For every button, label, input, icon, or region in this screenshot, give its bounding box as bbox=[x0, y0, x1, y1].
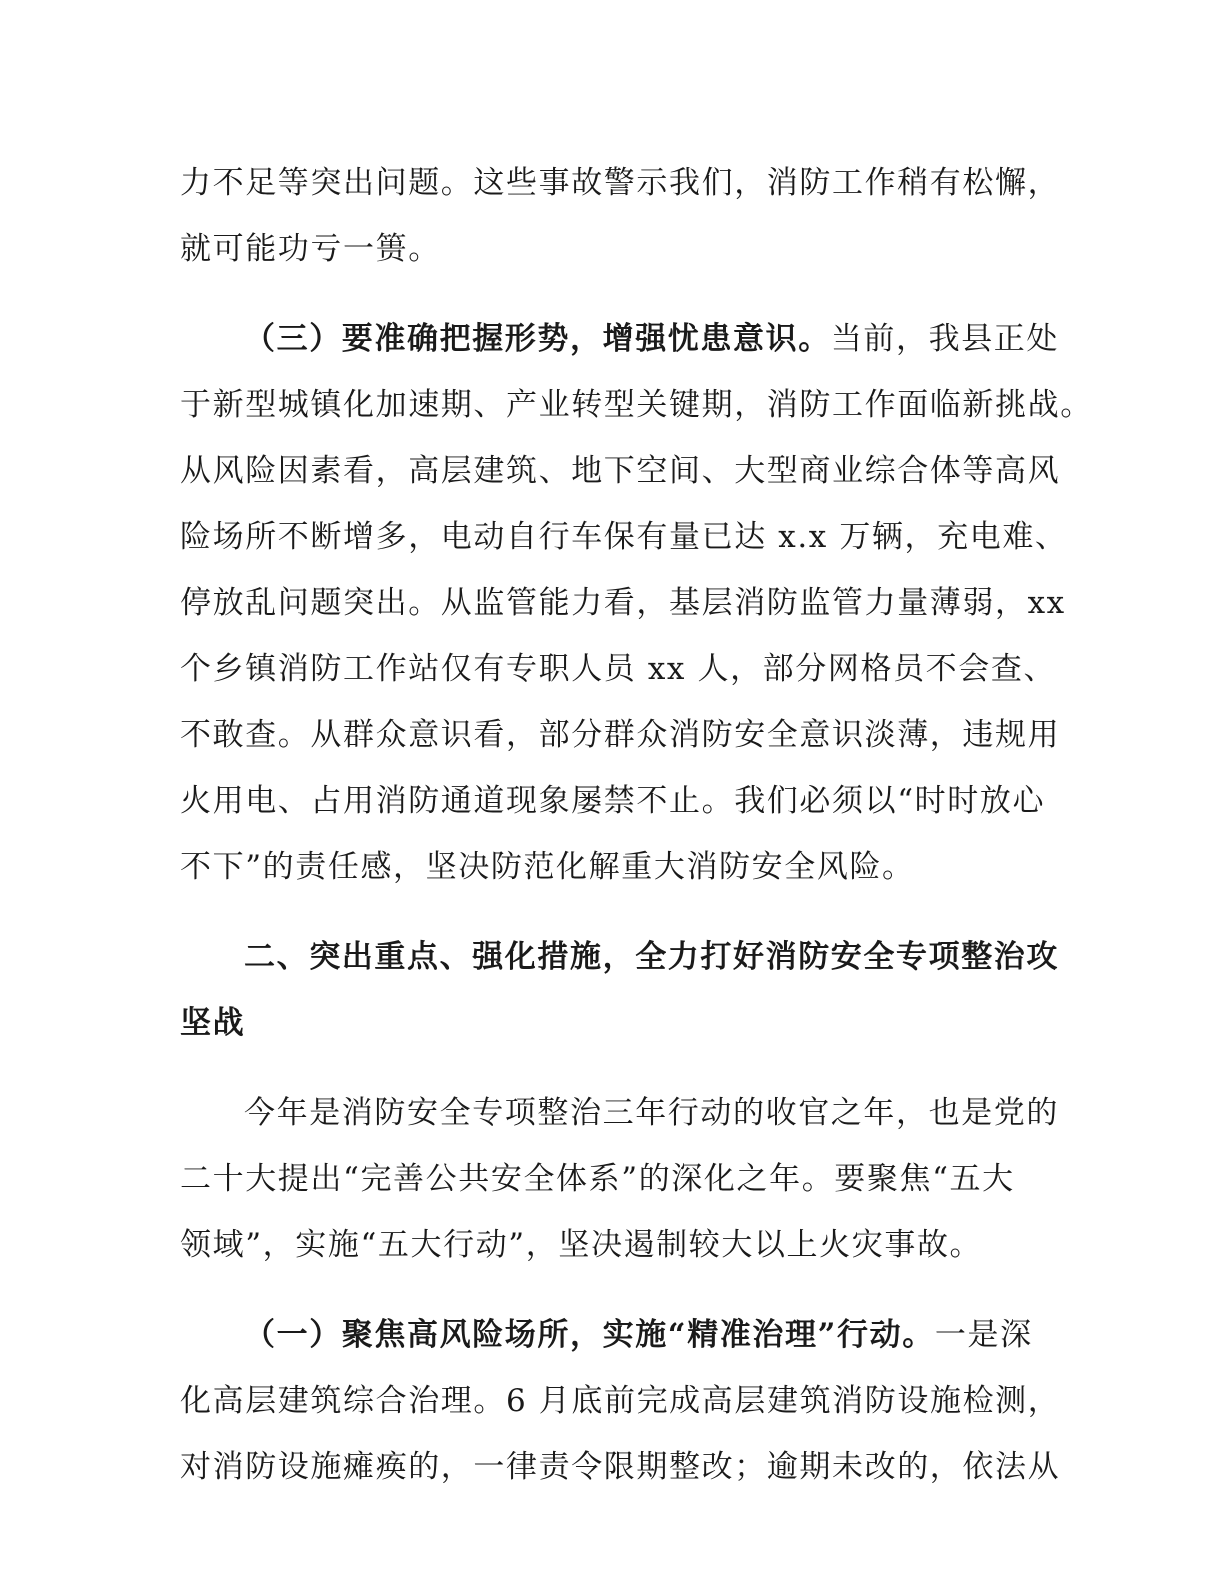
text-line: 险场所不断增多，电动自行车保有量已达 x.x 万辆，充电难、 bbox=[180, 519, 1068, 555]
text-line: 化高层建筑综合治理。6 月底前完成高层建筑消防设施检测， bbox=[180, 1383, 1061, 1419]
text-line: 停放乱问题突出。从监管能力看，基层消防监管力量薄弱，xx bbox=[180, 585, 1066, 621]
text-line: 就可能功亏一篑。 bbox=[180, 231, 441, 267]
text-line: 火用电、占用消防通道现象屡禁不止。我们必须以“时时放心 bbox=[180, 783, 1046, 819]
text-line: 不下”的责任感，坚决防范化解重大消防安全风险。 bbox=[180, 849, 915, 885]
text-line: 从风险因素看，高层建筑、地下空间、大型商业综合体等高风 bbox=[180, 453, 1061, 489]
text-line: （一）聚焦高风险场所，实施“精准治理”行动。一是深 bbox=[244, 1317, 1033, 1353]
text-line: 于新型城镇化加速期、产业转型关键期，消防工作面临新挑战。 bbox=[180, 387, 1093, 423]
paragraph-gap bbox=[180, 1056, 1040, 1080]
paragraph-gap bbox=[180, 900, 1040, 924]
document-page bbox=[180, 150, 1093, 1500]
text-line: 今年是消防安全专项整治三年行动的收官之年，也是党的 bbox=[244, 1095, 1059, 1131]
heading-line: 二、突出重点、强化措施，全力打好消防安全专项整治攻 bbox=[244, 939, 1059, 975]
paragraph-gap bbox=[180, 1278, 1040, 1302]
paragraph-continuation bbox=[180, 150, 1061, 282]
paragraph-gap bbox=[180, 282, 1040, 306]
text-line: （三）要准确把握形势，增强忧患意识。当前，我县正处 bbox=[244, 321, 1060, 357]
paragraph-section-one bbox=[180, 1302, 1061, 1500]
text-line: 二十大提出“完善公共安全体系”的深化之年。要聚焦“五大 bbox=[180, 1161, 1015, 1197]
paragraph-section-three bbox=[180, 306, 1093, 900]
text-line: 个乡镇消防工作站仅有专职人员 xx 人，部分网格员不会查、 bbox=[180, 651, 1057, 687]
paragraph-intro bbox=[180, 1080, 1059, 1278]
text-line: 对消防设施瘫痪的，一律责令限期整改；逾期未改的，依法从 bbox=[180, 1449, 1061, 1485]
chapter-heading-two bbox=[180, 924, 1059, 1056]
text-line: 领域”，实施“五大行动”，坚决遏制较大以上火灾事故。 bbox=[180, 1227, 983, 1263]
section-heading: （三）要准确把握形势，增强忧患意识。 bbox=[244, 321, 831, 357]
heading-line: 坚战 bbox=[180, 1005, 246, 1041]
section-heading: （一）聚焦高风险场所，实施“精准治理”行动。 bbox=[244, 1317, 935, 1353]
text-line: 不敢查。从群众意识看，部分群众消防安全意识淡薄，违规用 bbox=[180, 717, 1061, 753]
text-line: 力不足等突出问题。这些事故警示我们，消防工作稍有松懈， bbox=[180, 165, 1061, 201]
